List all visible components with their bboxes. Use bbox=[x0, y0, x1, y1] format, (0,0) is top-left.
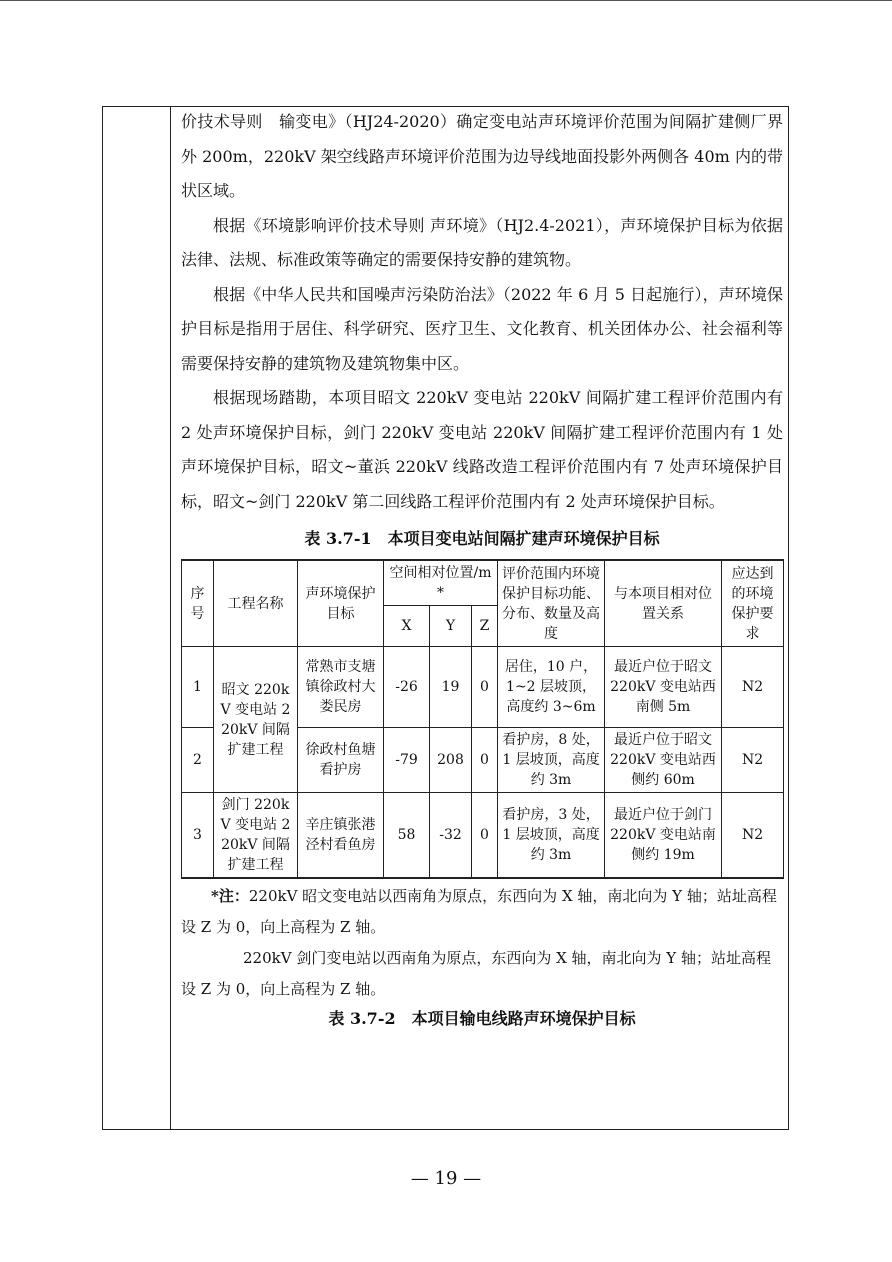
cell-project: 剑门 220kV 变电站 220kV 间隔扩建工程 bbox=[214, 793, 298, 879]
cell-z: 0 bbox=[472, 728, 498, 793]
cell-z: 0 bbox=[472, 647, 498, 728]
table-note-1 bbox=[181, 881, 783, 943]
header-position: 空间相对位置/m* bbox=[384, 560, 498, 606]
cell-relation: 最近户位于昭文 220kV 变电站西侧约 60m bbox=[605, 728, 722, 793]
header-relation: 与本项目相对位置关系 bbox=[605, 560, 722, 647]
cell-x: -26 bbox=[384, 647, 430, 728]
header-requirement: 应达到的环境保护要求 bbox=[722, 560, 784, 647]
cell-scope: 看护房，8 处，1 层坡顶，高度约 3m bbox=[498, 728, 605, 793]
paragraph-survey: 根据现场踏勘，本项目昭文 220kV 变电站 220kV 间隔扩建工程评价范围内有 2 处声环境保护目标，剑门 220kV 变电站 220kV 间隔扩建工程评价范围内有 1 处声环境保护目标，昭文~董浜 220kV 线路改造工程评价范围内有 7 处声环境保护目标，昭文~剑门 220kV 第二回线路工程评价范围内有 2 处声环境保护目标。 bbox=[181, 388, 783, 511]
cell-seq: 1 bbox=[182, 647, 214, 728]
cell-y: 208 bbox=[430, 728, 472, 793]
cell-requirement: N2 bbox=[722, 647, 784, 728]
cell-x: -79 bbox=[384, 728, 430, 793]
table-note-2: 220kV 剑门变电站以西南角为原点，东西向为 X 轴，南北向为 Y 轴；站址高程设 Z 为 0，向上高程为 Z 轴。 bbox=[181, 949, 771, 998]
cell-scope: 居住，10 户，1~2 层坡顶，高度约 3~6m bbox=[498, 647, 605, 728]
paragraph-law: 根据《中华人民共和国噪声污染防治法》（2022 年 6 月 5 日起施行），声环境保护目标是指用于居住、科学研究、医疗卫生、文化教育、机关团体办公、社会福利等需要保持安静的建筑物及建筑物集中区。 bbox=[181, 284, 783, 373]
cell-seq: 2 bbox=[182, 728, 214, 793]
content-area bbox=[181, 107, 783, 1039]
page-frame bbox=[102, 106, 789, 1130]
cell-scope: 看护房，3 处，1 层坡顶，高度约 3m bbox=[498, 793, 605, 879]
header-y: Y bbox=[430, 606, 472, 647]
cell-relation: 最近户位于昭文 220kV 变电站西南侧 5m bbox=[605, 647, 722, 728]
cell-y: -32 bbox=[430, 793, 472, 879]
cell-y: 19 bbox=[430, 647, 472, 728]
header-project: 工程名称 bbox=[214, 560, 298, 647]
cell-target: 辛庄镇张港泾村看鱼房 bbox=[298, 793, 384, 879]
cell-relation: 最近户位于剑门 220kV 变电站南侧约 19m bbox=[605, 793, 722, 879]
cell-project: 昭文 220kV 变电站 220kV 间隔扩建工程 bbox=[214, 647, 298, 793]
header-scope: 评价范围内环境保护目标功能、分布、数量及高度 bbox=[498, 560, 605, 647]
note-label: *注： bbox=[211, 887, 249, 905]
header-z: Z bbox=[472, 606, 498, 647]
table-caption: 表 3.7-1 本项目变电站间隔扩建声环境保护目标 bbox=[304, 529, 660, 548]
table-row bbox=[182, 793, 784, 879]
cell-z: 0 bbox=[472, 793, 498, 879]
table-caption-2: 表 3.7-2 本项目输电线路声环境保护目标 bbox=[328, 1009, 636, 1028]
note-text-1: 220kV 昭文变电站以西南角为原点，东西向为 X 轴，南北向为 Y 轴；站址高程设 Z 为 0，向上高程为 Z 轴。 bbox=[181, 887, 777, 936]
cell-requirement: N2 bbox=[722, 793, 784, 879]
page-number: — 19 — bbox=[410, 1168, 482, 1189]
cell-target: 徐政村鱼塘看护房 bbox=[298, 728, 384, 793]
protection-target-table bbox=[181, 559, 784, 879]
cell-x: 58 bbox=[384, 793, 430, 879]
table-row bbox=[182, 647, 784, 728]
cell-seq: 3 bbox=[182, 793, 214, 879]
header-seq: 序号 bbox=[182, 560, 214, 647]
paragraph-scope: 价技术导则 输变电》（HJ24-2020）确定变电站声环境评价范围为间隔扩建侧厂界外 200m，220kV 架空线路声环境评价范围为边导线地面投影外两侧各 40m 内的带状区域。 bbox=[181, 112, 783, 200]
cell-target: 常熟市支塘镇徐政村大娄民房 bbox=[298, 647, 384, 728]
header-x: X bbox=[384, 606, 430, 647]
paragraph-definition: 根据《环境影响评价技术导则 声环境》（HJ2.4-2021），声环境保护目标为依据法律、法规、标准政策等确定的需要保持安静的建筑物。 bbox=[181, 215, 783, 269]
cell-requirement: N2 bbox=[722, 728, 784, 793]
top-rule bbox=[0, 0, 892, 1]
header-target: 声环境保护目标 bbox=[298, 560, 384, 647]
frame-column-divider bbox=[170, 107, 171, 1129]
